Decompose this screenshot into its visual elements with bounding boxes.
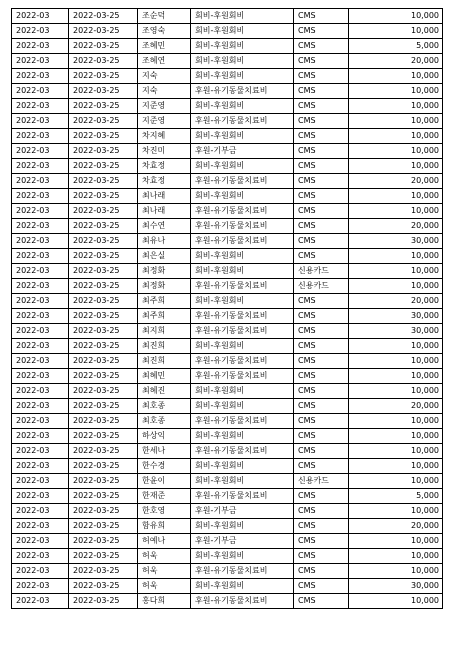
date-cell: 2022-03-25	[69, 534, 138, 549]
amount-cell: 20,000	[349, 294, 443, 309]
date-cell: 2022-03-25	[69, 354, 138, 369]
month-cell: 2022-03	[12, 189, 69, 204]
date-cell: 2022-03-25	[69, 264, 138, 279]
category-cell: 회비-후원회비	[191, 24, 294, 39]
category-cell: 회비-후원회비	[191, 429, 294, 444]
amount-cell: 10,000	[349, 129, 443, 144]
date-cell: 2022-03-25	[69, 234, 138, 249]
date-cell: 2022-03-25	[69, 369, 138, 384]
month-cell: 2022-03	[12, 9, 69, 24]
category-cell: 후원-유기동물치료비	[191, 489, 294, 504]
category-cell: 후원-유기동물치료비	[191, 279, 294, 294]
amount-cell: 20,000	[349, 399, 443, 414]
payment-method-cell: CMS	[294, 294, 349, 309]
month-cell: 2022-03	[12, 339, 69, 354]
table-row	[12, 114, 443, 129]
payment-method-cell: 신용카드	[294, 279, 349, 294]
payment-method-cell: CMS	[294, 534, 349, 549]
donor-name-cell: 최나래	[138, 189, 191, 204]
date-cell: 2022-03-25	[69, 339, 138, 354]
donor-name-cell: 허욱	[138, 549, 191, 564]
category-cell: 회비-후원회비	[191, 54, 294, 69]
table-row	[12, 279, 443, 294]
table-row	[12, 144, 443, 159]
payment-method-cell: CMS	[294, 594, 349, 609]
date-cell: 2022-03-25	[69, 159, 138, 174]
month-cell: 2022-03	[12, 444, 69, 459]
payment-method-cell: CMS	[294, 219, 349, 234]
table-row	[12, 594, 443, 609]
table-row	[12, 219, 443, 234]
payment-method-cell: CMS	[294, 9, 349, 24]
date-cell: 2022-03-25	[69, 24, 138, 39]
date-cell: 2022-03-25	[69, 204, 138, 219]
donor-name-cell: 허욱	[138, 579, 191, 594]
donor-name-cell: 함유희	[138, 519, 191, 534]
donor-name-cell: 조영숙	[138, 24, 191, 39]
category-cell: 회비-후원회비	[191, 9, 294, 24]
donor-name-cell: 한호영	[138, 504, 191, 519]
amount-cell: 10,000	[349, 204, 443, 219]
table-row	[12, 369, 443, 384]
category-cell: 회비-후원회비	[191, 519, 294, 534]
date-cell: 2022-03-25	[69, 399, 138, 414]
amount-cell: 10,000	[349, 564, 443, 579]
category-cell: 회비-후원회비	[191, 294, 294, 309]
month-cell: 2022-03	[12, 594, 69, 609]
amount-cell: 10,000	[349, 354, 443, 369]
category-cell: 후원-유기동물치료비	[191, 174, 294, 189]
donor-name-cell: 최지희	[138, 324, 191, 339]
month-cell: 2022-03	[12, 489, 69, 504]
category-cell: 후원-유기동물치료비	[191, 564, 294, 579]
category-cell: 회비-후원회비	[191, 579, 294, 594]
date-cell: 2022-03-25	[69, 594, 138, 609]
category-cell: 회비-후원회비	[191, 459, 294, 474]
month-cell: 2022-03	[12, 474, 69, 489]
category-cell: 회비-후원회비	[191, 549, 294, 564]
payment-method-cell: 신용카드	[294, 474, 349, 489]
category-cell: 후원-유기동물치료비	[191, 114, 294, 129]
payment-method-cell: CMS	[294, 354, 349, 369]
month-cell: 2022-03	[12, 219, 69, 234]
donor-name-cell: 홍다희	[138, 594, 191, 609]
month-cell: 2022-03	[12, 429, 69, 444]
category-cell: 회비-후원회비	[191, 159, 294, 174]
amount-cell: 10,000	[349, 369, 443, 384]
category-cell: 회비-후원회비	[191, 399, 294, 414]
payment-method-cell: CMS	[294, 129, 349, 144]
table-row	[12, 309, 443, 324]
amount-cell: 10,000	[349, 504, 443, 519]
amount-cell: 10,000	[349, 69, 443, 84]
table-row	[12, 24, 443, 39]
category-cell: 후원-유기동물치료비	[191, 444, 294, 459]
table-row	[12, 489, 443, 504]
payment-method-cell: CMS	[294, 24, 349, 39]
amount-cell: 10,000	[349, 159, 443, 174]
donor-name-cell: 최주희	[138, 309, 191, 324]
table-row	[12, 474, 443, 489]
table-row	[12, 339, 443, 354]
month-cell: 2022-03	[12, 129, 69, 144]
donor-name-cell: 지숙	[138, 69, 191, 84]
donor-name-cell: 최진희	[138, 354, 191, 369]
donor-name-cell: 지준영	[138, 114, 191, 129]
category-cell: 회비-후원회비	[191, 339, 294, 354]
donor-name-cell: 한수경	[138, 459, 191, 474]
payment-method-cell: CMS	[294, 144, 349, 159]
payment-method-cell: CMS	[294, 234, 349, 249]
amount-cell: 10,000	[349, 549, 443, 564]
month-cell: 2022-03	[12, 249, 69, 264]
month-cell: 2022-03	[12, 354, 69, 369]
month-cell: 2022-03	[12, 39, 69, 54]
table-row	[12, 159, 443, 174]
month-cell: 2022-03	[12, 384, 69, 399]
amount-cell: 10,000	[349, 534, 443, 549]
category-cell: 회비-후원회비	[191, 189, 294, 204]
table-row	[12, 384, 443, 399]
donor-name-cell: 한재준	[138, 489, 191, 504]
donor-name-cell: 하상익	[138, 429, 191, 444]
date-cell: 2022-03-25	[69, 69, 138, 84]
category-cell: 후원-유기동물치료비	[191, 204, 294, 219]
donor-name-cell: 조혜민	[138, 39, 191, 54]
table-row	[12, 444, 443, 459]
date-cell: 2022-03-25	[69, 54, 138, 69]
category-cell: 후원-기부금	[191, 144, 294, 159]
amount-cell: 10,000	[349, 459, 443, 474]
payment-method-cell: CMS	[294, 444, 349, 459]
category-cell: 후원-유기동물치료비	[191, 84, 294, 99]
donor-name-cell: 최호종	[138, 414, 191, 429]
month-cell: 2022-03	[12, 24, 69, 39]
amount-cell: 30,000	[349, 579, 443, 594]
payment-method-cell: CMS	[294, 84, 349, 99]
payment-method-cell: CMS	[294, 54, 349, 69]
donor-name-cell: 최나래	[138, 204, 191, 219]
payment-method-cell: CMS	[294, 504, 349, 519]
category-cell: 회비-후원회비	[191, 129, 294, 144]
table-row	[12, 504, 443, 519]
donor-name-cell: 최유나	[138, 234, 191, 249]
table-row	[12, 84, 443, 99]
table-row	[12, 9, 443, 24]
amount-cell: 20,000	[349, 174, 443, 189]
table-row	[12, 249, 443, 264]
category-cell: 후원-기부금	[191, 534, 294, 549]
table-row	[12, 534, 443, 549]
payment-method-cell: CMS	[294, 399, 349, 414]
month-cell: 2022-03	[12, 459, 69, 474]
date-cell: 2022-03-25	[69, 174, 138, 189]
category-cell: 후원-유기동물치료비	[191, 594, 294, 609]
month-cell: 2022-03	[12, 264, 69, 279]
donor-name-cell: 최혜민	[138, 369, 191, 384]
date-cell: 2022-03-25	[69, 474, 138, 489]
category-cell: 후원-기부금	[191, 504, 294, 519]
month-cell: 2022-03	[12, 324, 69, 339]
donor-name-cell: 허예나	[138, 534, 191, 549]
table-row	[12, 459, 443, 474]
category-cell: 회비-후원회비	[191, 249, 294, 264]
amount-cell: 10,000	[349, 474, 443, 489]
amount-cell: 10,000	[349, 24, 443, 39]
table-row	[12, 189, 443, 204]
category-cell: 후원-유기동물치료비	[191, 234, 294, 249]
date-cell: 2022-03-25	[69, 579, 138, 594]
donor-name-cell: 지숙	[138, 84, 191, 99]
table-row	[12, 519, 443, 534]
date-cell: 2022-03-25	[69, 84, 138, 99]
date-cell: 2022-03-25	[69, 564, 138, 579]
date-cell: 2022-03-25	[69, 489, 138, 504]
payment-method-cell: CMS	[294, 174, 349, 189]
donor-name-cell: 지준영	[138, 99, 191, 114]
table-row	[12, 294, 443, 309]
payment-method-cell: 신용카드	[294, 264, 349, 279]
amount-cell: 10,000	[349, 414, 443, 429]
payment-method-cell: CMS	[294, 549, 349, 564]
month-cell: 2022-03	[12, 279, 69, 294]
month-cell: 2022-03	[12, 309, 69, 324]
category-cell: 회비-후원회비	[191, 69, 294, 84]
amount-cell: 10,000	[349, 594, 443, 609]
amount-cell: 10,000	[349, 84, 443, 99]
category-cell: 회비-후원회비	[191, 99, 294, 114]
donor-name-cell: 한세나	[138, 444, 191, 459]
table-row	[12, 204, 443, 219]
payment-method-cell: CMS	[294, 249, 349, 264]
amount-cell: 5,000	[349, 489, 443, 504]
table-row	[12, 54, 443, 69]
payment-method-cell: CMS	[294, 519, 349, 534]
donor-name-cell: 최호종	[138, 399, 191, 414]
donor-name-cell: 차진미	[138, 144, 191, 159]
date-cell: 2022-03-25	[69, 9, 138, 24]
month-cell: 2022-03	[12, 504, 69, 519]
table-row	[12, 324, 443, 339]
month-cell: 2022-03	[12, 234, 69, 249]
payment-method-cell: CMS	[294, 489, 349, 504]
category-cell: 후원-유기동물치료비	[191, 324, 294, 339]
table-row	[12, 129, 443, 144]
payment-method-cell: CMS	[294, 69, 349, 84]
date-cell: 2022-03-25	[69, 219, 138, 234]
donor-name-cell: 조순덕	[138, 9, 191, 24]
month-cell: 2022-03	[12, 534, 69, 549]
date-cell: 2022-03-25	[69, 414, 138, 429]
ledger-body	[12, 9, 443, 609]
date-cell: 2022-03-25	[69, 504, 138, 519]
table-row	[12, 414, 443, 429]
table-row	[12, 354, 443, 369]
amount-cell: 10,000	[349, 144, 443, 159]
month-cell: 2022-03	[12, 204, 69, 219]
category-cell: 후원-유기동물치료비	[191, 354, 294, 369]
table-row	[12, 549, 443, 564]
donor-name-cell: 최은실	[138, 249, 191, 264]
donor-name-cell: 최진희	[138, 339, 191, 354]
donor-name-cell: 한윤이	[138, 474, 191, 489]
donor-name-cell: 차효정	[138, 159, 191, 174]
month-cell: 2022-03	[12, 564, 69, 579]
payment-method-cell: CMS	[294, 324, 349, 339]
amount-cell: 5,000	[349, 39, 443, 54]
date-cell: 2022-03-25	[69, 99, 138, 114]
month-cell: 2022-03	[12, 549, 69, 564]
date-cell: 2022-03-25	[69, 129, 138, 144]
donor-name-cell: 최혜진	[138, 384, 191, 399]
category-cell: 후원-유기동물치료비	[191, 414, 294, 429]
month-cell: 2022-03	[12, 69, 69, 84]
table-row	[12, 429, 443, 444]
date-cell: 2022-03-25	[69, 189, 138, 204]
table-row	[12, 399, 443, 414]
date-cell: 2022-03-25	[69, 519, 138, 534]
donation-ledger-table	[11, 8, 443, 609]
payment-method-cell: CMS	[294, 39, 349, 54]
date-cell: 2022-03-25	[69, 549, 138, 564]
table-row	[12, 69, 443, 84]
month-cell: 2022-03	[12, 414, 69, 429]
amount-cell: 10,000	[349, 189, 443, 204]
payment-method-cell: CMS	[294, 189, 349, 204]
amount-cell: 20,000	[349, 519, 443, 534]
month-cell: 2022-03	[12, 369, 69, 384]
date-cell: 2022-03-25	[69, 114, 138, 129]
category-cell: 후원-유기동물치료비	[191, 219, 294, 234]
month-cell: 2022-03	[12, 519, 69, 534]
date-cell: 2022-03-25	[69, 279, 138, 294]
payment-method-cell: CMS	[294, 414, 349, 429]
amount-cell: 10,000	[349, 339, 443, 354]
amount-cell: 20,000	[349, 54, 443, 69]
donor-name-cell: 허욱	[138, 564, 191, 579]
month-cell: 2022-03	[12, 99, 69, 114]
donor-name-cell: 차효정	[138, 174, 191, 189]
table-row	[12, 234, 443, 249]
date-cell: 2022-03-25	[69, 444, 138, 459]
amount-cell: 10,000	[349, 264, 443, 279]
payment-method-cell: CMS	[294, 114, 349, 129]
donor-name-cell: 최정화	[138, 279, 191, 294]
table-row	[12, 564, 443, 579]
amount-cell: 30,000	[349, 309, 443, 324]
date-cell: 2022-03-25	[69, 384, 138, 399]
table-row	[12, 264, 443, 279]
payment-method-cell: CMS	[294, 339, 349, 354]
month-cell: 2022-03	[12, 54, 69, 69]
date-cell: 2022-03-25	[69, 309, 138, 324]
amount-cell: 30,000	[349, 234, 443, 249]
amount-cell: 10,000	[349, 429, 443, 444]
amount-cell: 10,000	[349, 279, 443, 294]
category-cell: 회비-후원회비	[191, 39, 294, 54]
payment-method-cell: CMS	[294, 309, 349, 324]
month-cell: 2022-03	[12, 159, 69, 174]
amount-cell: 10,000	[349, 99, 443, 114]
category-cell: 회비-후원회비	[191, 264, 294, 279]
date-cell: 2022-03-25	[69, 294, 138, 309]
payment-method-cell: CMS	[294, 459, 349, 474]
payment-method-cell: CMS	[294, 99, 349, 114]
payment-method-cell: CMS	[294, 369, 349, 384]
date-cell: 2022-03-25	[69, 249, 138, 264]
category-cell: 회비-후원회비	[191, 384, 294, 399]
amount-cell: 20,000	[349, 219, 443, 234]
amount-cell: 30,000	[349, 324, 443, 339]
month-cell: 2022-03	[12, 84, 69, 99]
table-row	[12, 579, 443, 594]
table-row	[12, 174, 443, 189]
month-cell: 2022-03	[12, 174, 69, 189]
date-cell: 2022-03-25	[69, 459, 138, 474]
month-cell: 2022-03	[12, 399, 69, 414]
date-cell: 2022-03-25	[69, 429, 138, 444]
payment-method-cell: CMS	[294, 159, 349, 174]
amount-cell: 10,000	[349, 249, 443, 264]
donor-name-cell: 최정화	[138, 264, 191, 279]
donor-name-cell: 최수연	[138, 219, 191, 234]
date-cell: 2022-03-25	[69, 39, 138, 54]
payment-method-cell: CMS	[294, 579, 349, 594]
payment-method-cell: CMS	[294, 429, 349, 444]
payment-method-cell: CMS	[294, 384, 349, 399]
table-row	[12, 39, 443, 54]
category-cell: 후원-유기동물치료비	[191, 369, 294, 384]
donor-name-cell: 조혜연	[138, 54, 191, 69]
month-cell: 2022-03	[12, 114, 69, 129]
month-cell: 2022-03	[12, 144, 69, 159]
date-cell: 2022-03-25	[69, 144, 138, 159]
amount-cell: 10,000	[349, 114, 443, 129]
payment-method-cell: CMS	[294, 204, 349, 219]
donor-name-cell: 최주희	[138, 294, 191, 309]
donor-name-cell: 차지혜	[138, 129, 191, 144]
amount-cell: 10,000	[349, 444, 443, 459]
category-cell: 후원-유기동물치료비	[191, 309, 294, 324]
month-cell: 2022-03	[12, 294, 69, 309]
amount-cell: 10,000	[349, 9, 443, 24]
category-cell: 회비-후원회비	[191, 474, 294, 489]
amount-cell: 10,000	[349, 384, 443, 399]
table-row	[12, 99, 443, 114]
payment-method-cell: CMS	[294, 564, 349, 579]
date-cell: 2022-03-25	[69, 324, 138, 339]
month-cell: 2022-03	[12, 579, 69, 594]
